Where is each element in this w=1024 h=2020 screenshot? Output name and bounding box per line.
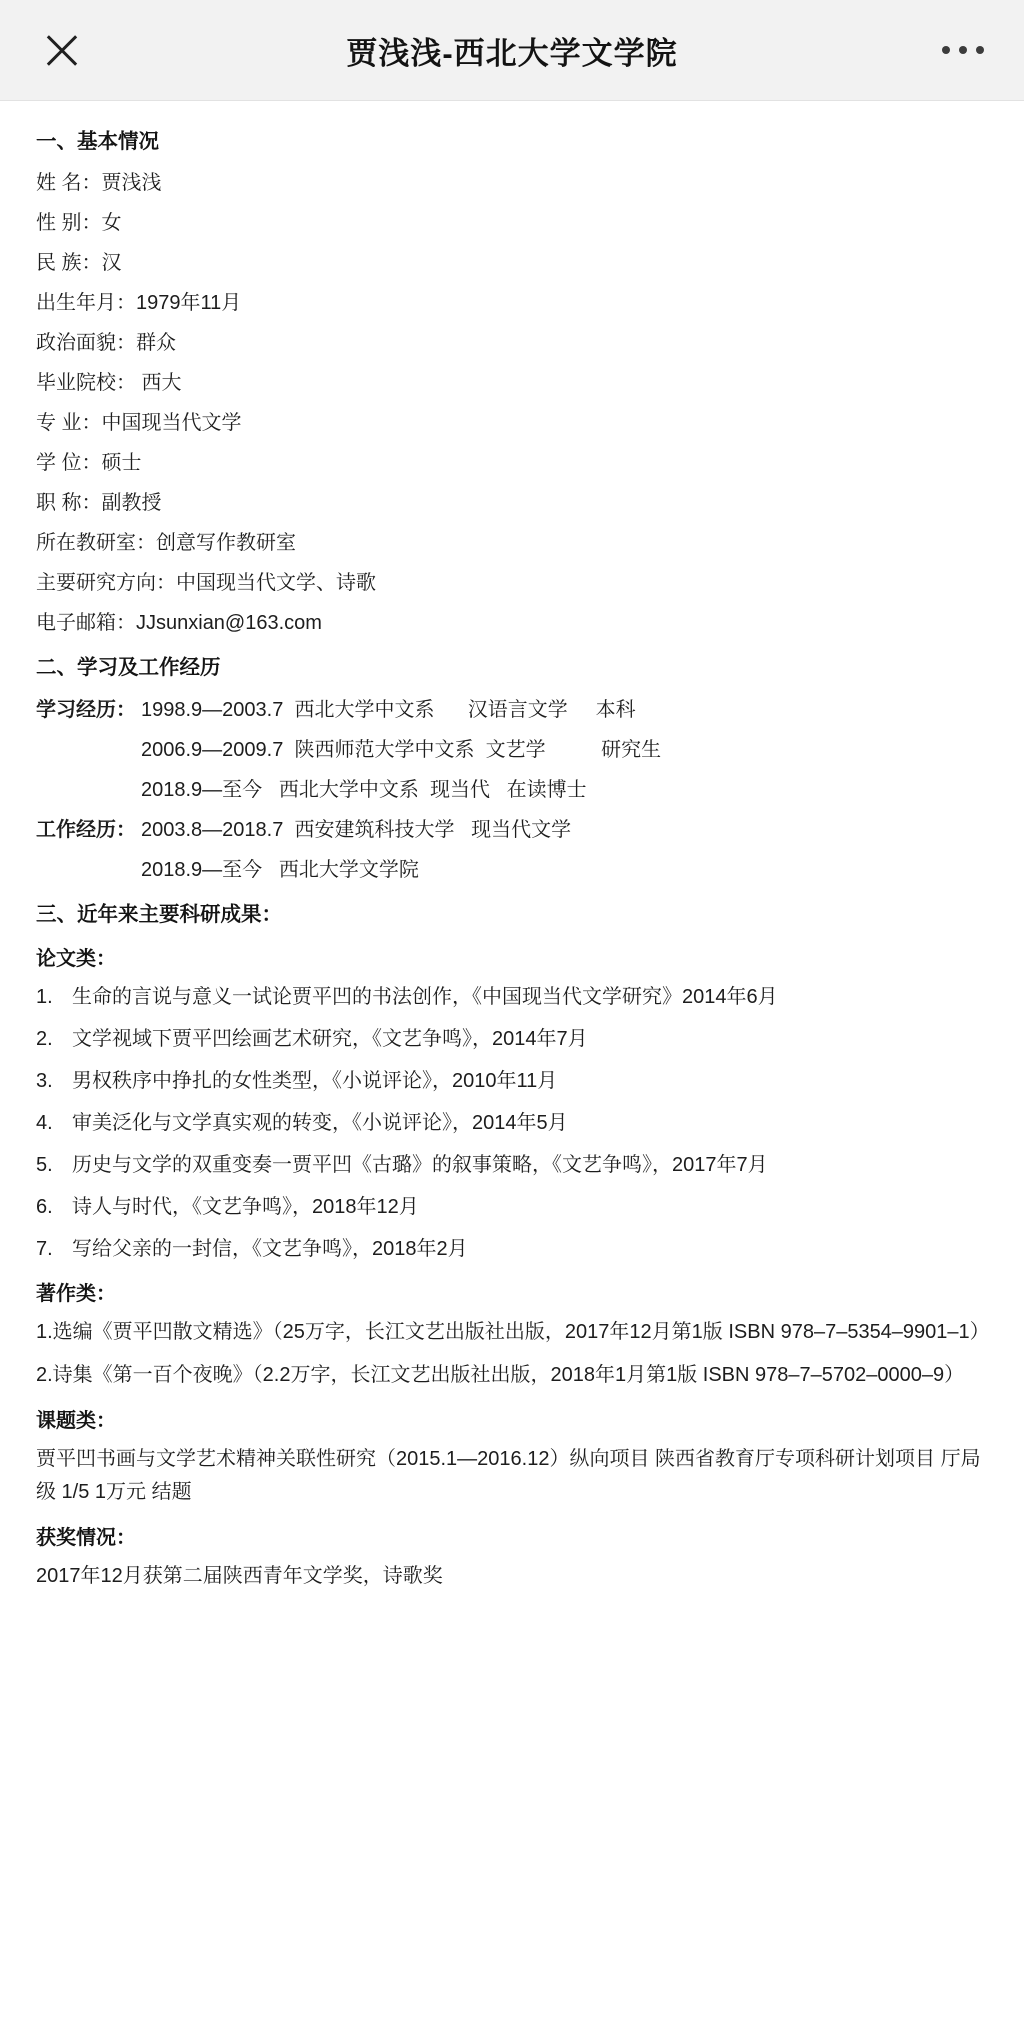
field-title: 职 称：副教授 [36, 491, 162, 514]
paper-text: 男权秩序中挣扎的女性类型，《小说评论》，2010年11月 [72, 1070, 558, 1093]
papers-list [36, 981, 988, 1265]
work-row [36, 854, 988, 886]
list-number: 4. [36, 1112, 53, 1135]
book-item: 2.诗集《第一百个夜晚》（2.2万字，长江文艺出版社出版，2018年1月第1版 ISBN 978–7–5702–0000–9） [36, 1364, 965, 1387]
study-text: 2018.9—至今 西北大学中文系 现当代 在读博士 [141, 778, 587, 801]
paper-text: 生命的言说与意义一试论贾平凹的书法创作，《中国现当代文学研究》2014年6月 [72, 986, 778, 1009]
list-item [36, 981, 988, 1013]
study-row [36, 694, 988, 726]
section-heading-achievements: 三、近年来主要科研成果： [36, 902, 282, 926]
more-dot [942, 46, 950, 54]
study-row [36, 774, 988, 806]
paper-text: 文学视域下贾平凹绘画艺术研究，《文艺争鸣》，2014年7月 [72, 1028, 588, 1051]
more-dot [976, 46, 984, 54]
work-text: 2003.8—2018.7 西安建筑科技大学 现当代文学 [141, 818, 572, 841]
study-text: 1998.9—2003.7 西北大学中文系 汉语言文学 本科 [141, 698, 636, 721]
paper-text: 写给父亲的一封信，《文艺争鸣》，2018年2月 [72, 1238, 468, 1261]
field-political-status: 政治面貌：群众 [36, 331, 176, 354]
field-office: 所在教研室：创意写作教研室 [36, 531, 296, 554]
list-number: 6. [36, 1196, 53, 1219]
field-name: 姓 名：贾浅浅 [36, 171, 162, 194]
list-item [36, 1107, 988, 1139]
paper-text: 诗人与时代，《文艺争鸣》，2018年12月 [72, 1196, 419, 1219]
list-item [36, 1149, 988, 1181]
field-birthdate: 出生年月：1979年11月 [36, 291, 242, 314]
award-item: 2017年12月获第二届陕西青年文学奖，诗歌奖 [36, 1565, 443, 1588]
document-body [0, 101, 1024, 1643]
field-degree: 学 位：硕士 [36, 451, 142, 474]
titlebar [0, 0, 1024, 101]
subheading-projects: 课题类： [36, 1410, 116, 1433]
work-row [36, 814, 988, 846]
field-ethnicity: 民 族：汉 [36, 251, 122, 274]
subheading-books: 著作类： [36, 1283, 116, 1306]
more-options-icon[interactable] [942, 46, 984, 54]
paper-text: 审美泛化与文学真实观的转变，《小说评论》，2014年5月 [72, 1112, 568, 1135]
field-major: 专 业：中国现当代文学 [36, 411, 242, 434]
list-item [36, 1023, 988, 1055]
study-row [36, 734, 988, 766]
field-research-direction: 主要研究方向：中国现当代文学、诗歌 [36, 571, 376, 594]
subheading-papers: 论文类： [36, 948, 116, 971]
paper-text: 历史与文学的双重变奏一贾平凹《古璐》的叙事策略，《文艺争鸣》，2017年7月 [72, 1154, 768, 1177]
section-heading-basic: 一、基本情况 [36, 130, 159, 153]
list-number: 2. [36, 1028, 53, 1051]
work-text: 2018.9—至今 西北大学文学院 [141, 858, 419, 881]
list-number: 1. [36, 986, 53, 1009]
project-item: 贾平凹书画与文学艺术精神关联性研究（2015.1—2016.12）纵向项目 陕西省教育厅专项科研计划项目 厅局级 1/5 1万元 结题 [36, 1448, 981, 1504]
field-graduate-school: 毕业院校： 西大 [36, 371, 182, 394]
list-item [36, 1065, 988, 1097]
subheading-awards: 获奖情况： [36, 1527, 136, 1550]
book-item: 1.选编《贾平凹散文精选》（25万字，长江文艺出版社出版，2017年12月第1版 ISBN 978–7–5354–9901–1） [36, 1321, 990, 1344]
section-heading-experience: 二、学习及工作经历 [36, 655, 221, 679]
field-gender: 性 别：女 [36, 211, 122, 234]
close-icon[interactable] [42, 30, 82, 70]
list-number: 5. [36, 1154, 53, 1177]
page-title: 贾浅浅-西北大学文学院 [346, 35, 678, 71]
list-item [36, 1191, 988, 1223]
list-number: 3. [36, 1070, 53, 1093]
list-item [36, 1233, 988, 1265]
more-dot [959, 46, 967, 54]
study-text: 2006.9—2009.7 陕西师范大学中文系 文艺学 研究生 [141, 738, 662, 761]
work-label: 工作经历： [36, 818, 136, 841]
list-number: 7. [36, 1238, 53, 1261]
study-label: 学习经历： [36, 698, 136, 721]
field-email: 电子邮箱：JJsunxian@163.com [36, 611, 322, 634]
